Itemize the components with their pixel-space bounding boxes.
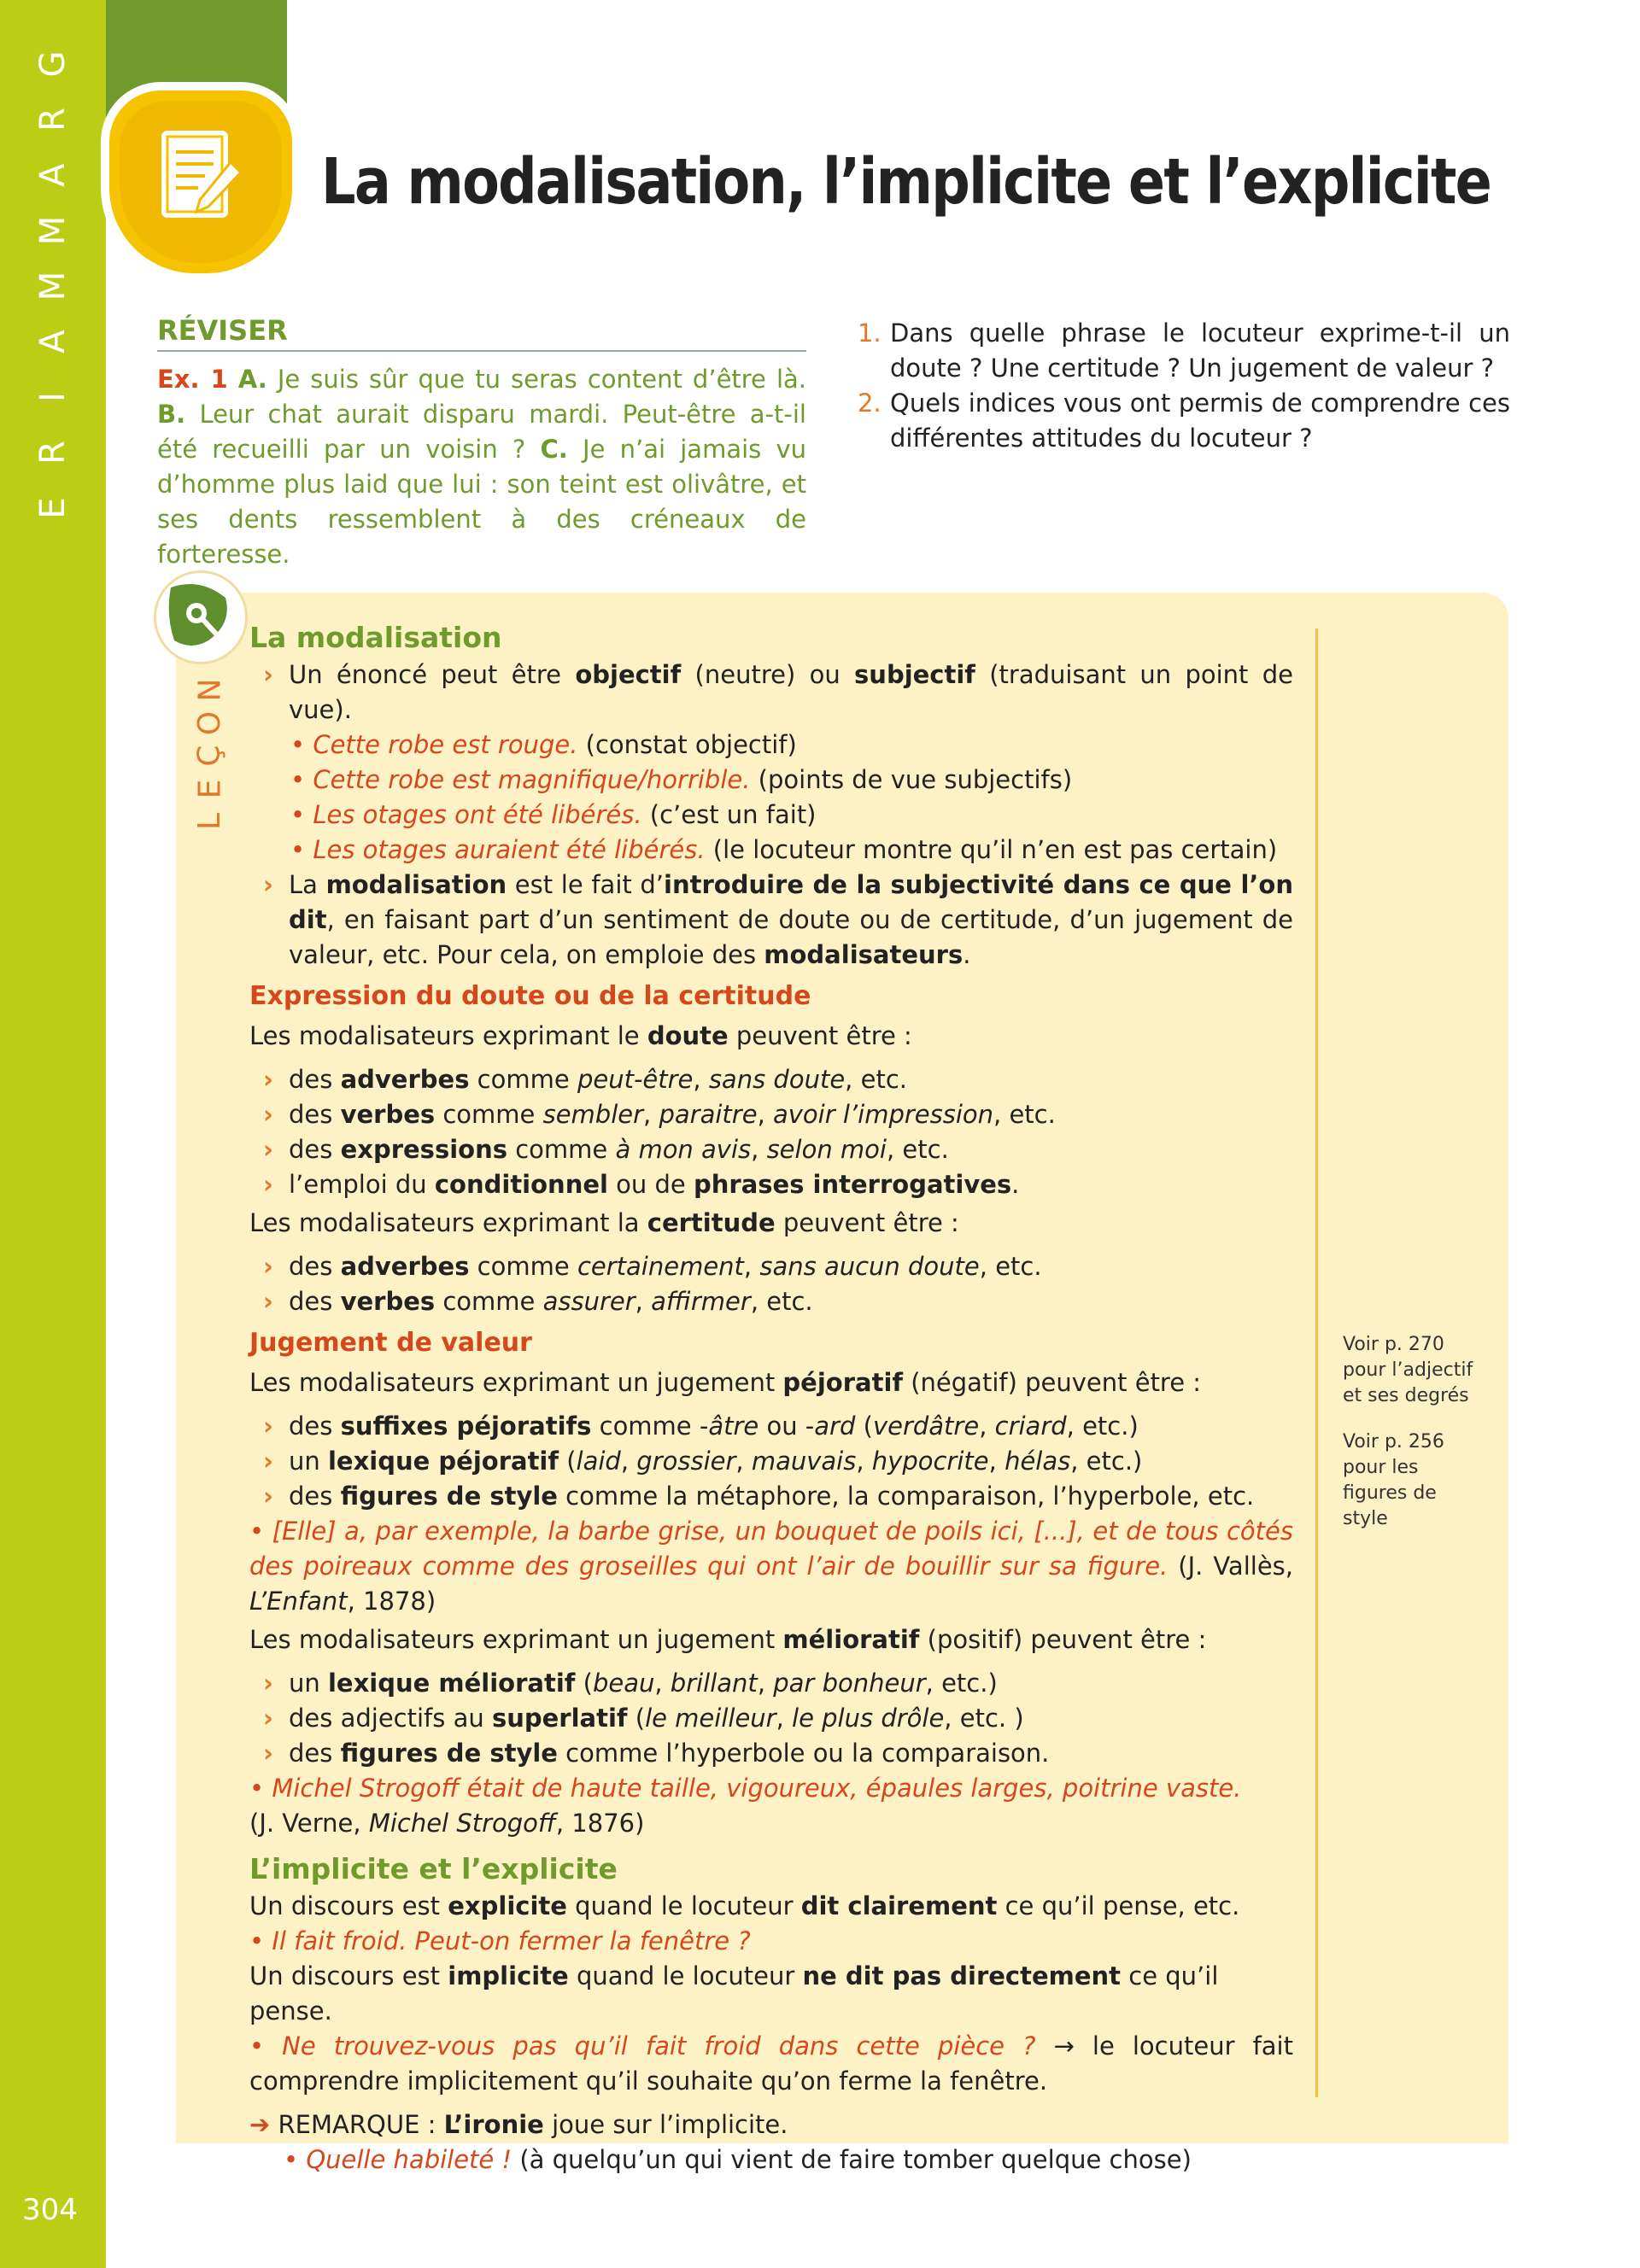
list-item: [249, 1167, 1293, 1202]
chevron-icon: ›: [263, 1447, 273, 1476]
example-note: (points de vue subjectifs): [750, 765, 1073, 794]
chevron-icon: ›: [263, 1412, 273, 1441]
keyword: figures de style: [340, 1739, 558, 1768]
margin-notes: [1343, 1332, 1479, 1552]
text: des: [289, 1100, 341, 1129]
keyword: dit clairement: [800, 1891, 998, 1920]
sidebar-letter: R: [33, 108, 73, 132]
text: ,: [776, 1704, 793, 1733]
keyword: verbes: [340, 1287, 436, 1316]
question-item: [858, 316, 1510, 386]
text: (: [559, 1447, 577, 1476]
text: des: [289, 1252, 341, 1281]
chevron-icon: ›: [263, 1100, 273, 1129]
list-item: [249, 1666, 1293, 1701]
text: , en faisant part d’un sentiment de doute ou de certitude, d’un jugement de valeur, etc. Pour cela, on emploie des: [289, 905, 1293, 969]
keyword: modalisateurs: [764, 940, 964, 969]
text: .: [963, 940, 971, 969]
example-text: Les otages auraient été libérés.: [313, 835, 706, 864]
keyword: objectif: [575, 660, 682, 689]
text: ,: [979, 1412, 995, 1441]
keyword: lexique mélioratif: [327, 1669, 576, 1698]
chevron-icon: ›: [263, 1252, 273, 1281]
text: , etc.: [750, 1287, 813, 1316]
text: (neutre) ou: [681, 660, 855, 689]
sidebar-letter: G: [33, 50, 73, 78]
list-item: [249, 1132, 1293, 1167]
text: Les modalisateurs exprimant le: [249, 1021, 647, 1050]
question-text: Quels indices vous ont permis de comprendre ces différentes attitudes du locuteur ?: [890, 389, 1510, 453]
text: (: [855, 1412, 873, 1441]
text: quand le locuteur: [566, 1891, 801, 1920]
section-heading: L’implicite et l’explicite: [249, 1852, 618, 1885]
keyword: modalisation: [325, 870, 507, 899]
example-note: (constat objectif): [577, 730, 797, 759]
example-item: • Les otages ont été libérés. (c’est un fait): [290, 800, 817, 829]
citation: , 1876): [555, 1809, 645, 1838]
example-text: Cette robe est rouge.: [313, 730, 578, 759]
list-item: [249, 1249, 1293, 1284]
text: (traduisant un point de vue).: [289, 660, 1293, 724]
chevron-icon: ›: [263, 1669, 273, 1698]
sentence-text: Je n’ai jamais vu d’homme plus laid que lui : son teint est olivâtre, et ses dents ressemblent à des créneaux de forteresse.: [157, 435, 806, 569]
sentence-label: C.: [540, 435, 568, 464]
text: comme: [507, 1135, 616, 1164]
keyword: lexique péjoratif: [327, 1447, 559, 1476]
sidebar-title: [0, 47, 106, 525]
sidebar-letter: M: [33, 215, 73, 246]
text: La: [289, 870, 326, 899]
margin-divider: [1315, 628, 1318, 2097]
paragraph: [249, 1206, 1293, 1241]
example-text: Les otages ont été libérés.: [313, 800, 642, 829]
sidebar-letter: R: [33, 441, 73, 465]
text: ,: [735, 1447, 752, 1476]
text: ce qu’il pense.: [249, 1961, 1219, 2025]
lesson-letter: Ç: [191, 745, 227, 767]
italic-term: laid: [576, 1447, 621, 1476]
text: un: [289, 1669, 328, 1698]
text: le locuteur fait comprendre implicitement qu’il souhaite qu’on ferme la fenêtre.: [249, 2031, 1293, 2096]
italic-term: peut-être: [577, 1065, 694, 1094]
sidebar-letter: M: [33, 271, 73, 301]
text: des: [289, 1065, 341, 1094]
citation: , 1878): [347, 1587, 436, 1616]
chevron-icon: ›: [263, 1170, 273, 1199]
text: l’emploi du: [289, 1170, 435, 1199]
margin-note: Voir p. 256 pour les figures de style: [1343, 1431, 1444, 1529]
text: un: [289, 1447, 328, 1476]
italic-term: affirmer: [651, 1287, 751, 1316]
paragraph: [249, 1019, 1293, 1054]
text: (positif) peuvent être :: [919, 1625, 1207, 1654]
keyword: figures de style: [340, 1482, 558, 1511]
text: , etc.: [845, 1065, 907, 1094]
example-text: • Il fait froid. Peut-on fermer la fenêtre ?: [249, 1926, 751, 1955]
paragraph: [249, 1365, 1293, 1400]
subsection-heading: Expression du doute ou de la certitude: [249, 981, 811, 1011]
keyword: adverbes: [340, 1065, 470, 1094]
list-item: [249, 1284, 1293, 1319]
bullet-dot: •: [249, 1774, 265, 1803]
keyword: suffixes péjoratifs: [340, 1412, 592, 1441]
citation: (J. Vallès,: [1168, 1552, 1293, 1581]
arrow-icon: ➔: [249, 2110, 271, 2139]
quotation: [249, 1514, 1293, 1619]
italic-term: par bonheur: [773, 1669, 926, 1698]
text: comme: [469, 1252, 577, 1281]
text: ,: [643, 1100, 659, 1129]
text: Un discours est: [249, 1891, 448, 1920]
example-text: • Quelle habileté !: [284, 2145, 512, 2174]
italic-term: sans doute: [708, 1065, 846, 1094]
text: des: [289, 1739, 341, 1768]
chevron-icon: ›: [263, 1739, 273, 1768]
sidebar-letter: A: [33, 330, 73, 354]
sentence-text: Leur chat aurait disparu mardi. Peut-être a-t-il été recueilli par un voisin ?: [157, 400, 806, 464]
keyword: superlatif: [491, 1704, 628, 1733]
list-item: [249, 1444, 1293, 1479]
lesson-content: [249, 618, 1293, 2177]
italic-term: avoir l’impression: [773, 1100, 994, 1129]
arrow-icon: →: [1035, 2031, 1092, 2060]
paragraph: [249, 1622, 1293, 1657]
question-item: [858, 386, 1510, 456]
example-text: Cette robe est magnifique/horrible.: [313, 765, 751, 794]
sentence-label: B.: [157, 400, 186, 429]
margin-note: Voir p. 270 pour l’adjectif et ses degrés: [1343, 1334, 1473, 1406]
keyword: L’ironie: [443, 2110, 544, 2139]
text: (: [575, 1669, 593, 1698]
text: Les modalisateurs exprimant un jugement: [249, 1368, 783, 1397]
document-pencil-icon: [155, 128, 249, 231]
chevron-icon: ›: [263, 1704, 273, 1733]
text: comme: [469, 1065, 577, 1094]
text: ,: [635, 1287, 652, 1316]
text: peuvent être :: [775, 1208, 959, 1237]
keyword: mélioratif: [782, 1625, 920, 1654]
text: (à quelqu’un qui vient de faire tomber quelque chose): [512, 2145, 1192, 2174]
keyword: adverbes: [340, 1252, 470, 1281]
example-text: • Ne trouvez-vous pas qu’il fait froid dans cette pièce ?: [249, 2031, 1036, 2060]
example-item: • Cette robe est magnifique/horrible. (points de vue subjectifs): [290, 765, 1073, 794]
reviser-heading: RÉVISER: [157, 314, 806, 352]
section-heading: La modalisation: [249, 621, 502, 654]
example-note: (c’est un fait): [641, 800, 817, 829]
text: peuvent être :: [728, 1021, 912, 1050]
subsection-heading: Jugement de valeur: [249, 1328, 532, 1358]
sidebar: [0, 0, 106, 2268]
question-number: 1.: [858, 319, 882, 348]
text: ,: [751, 1135, 767, 1164]
keyword: péjoratif: [782, 1368, 904, 1397]
text: ,: [757, 1669, 774, 1698]
text: des: [289, 1287, 341, 1316]
text: , etc.: [993, 1100, 1056, 1129]
lesson-letter: L: [192, 812, 227, 831]
lesson-letter: O: [192, 710, 227, 735]
italic-term: certainement: [577, 1252, 744, 1281]
question-number: 2.: [858, 389, 882, 418]
citation-line: [249, 1806, 1293, 1841]
text: est le fait d’: [507, 870, 665, 899]
quotation-text: [Elle] a, par exemple, la barbe grise, un bouquet de poils ici, [...], et de tous côtés des poireaux comme des groseilles qui ont l’air de bouillir sur sa figure.: [249, 1517, 1293, 1581]
keyword: conditionnel: [434, 1170, 608, 1199]
citation: (J. Verne,: [249, 1809, 369, 1838]
keyword: explicite: [448, 1891, 567, 1920]
text: , etc.): [1070, 1447, 1143, 1476]
text: , etc.: [886, 1135, 949, 1164]
chevron-icon: ›: [263, 1065, 273, 1094]
text: ou -: [758, 1412, 815, 1441]
page-title: La modalisation, l’implicite et l’explicite: [321, 145, 1491, 219]
chevron-icon: ›: [263, 870, 273, 899]
lesson-letter: E: [192, 779, 227, 798]
remark: [249, 2107, 1293, 2142]
text: comme: [435, 1287, 543, 1316]
text: comme la métaphore, la comparaison, l’hyperbole, etc.: [557, 1482, 1255, 1511]
text: ce qu’il pense, etc.: [997, 1891, 1240, 1920]
keyword: introduire de la subjectivité dans ce que l’on dit: [289, 870, 1294, 934]
text: ou de: [607, 1170, 694, 1199]
remark-label: REMARQUE :: [270, 2110, 444, 2139]
chevron-icon: ›: [263, 660, 273, 689]
text: joue sur l’implicite.: [543, 2110, 788, 2139]
list-item: [249, 1701, 1293, 1736]
text: Les modalisateurs exprimant un jugement: [249, 1625, 783, 1654]
text: ,: [620, 1447, 637, 1476]
bullet-dot: •: [249, 1517, 265, 1546]
keyword: ne dit pas directement: [802, 1961, 1122, 1990]
text: comme l’hyperbole ou la comparaison.: [557, 1739, 1050, 1768]
chevron-icon: ›: [263, 1135, 273, 1164]
italic-term: paraitre: [659, 1100, 758, 1129]
italic-term: assurer: [542, 1287, 636, 1316]
citation-title: Michel Strogoff: [368, 1809, 556, 1838]
list-item: [249, 1736, 1293, 1771]
paragraph: [249, 1959, 1293, 2029]
sidebar-letter: I: [33, 392, 73, 402]
italic-term: brillant: [670, 1669, 758, 1698]
italic-term: sembler: [542, 1100, 644, 1129]
text: quand le locuteur: [568, 1961, 803, 1990]
sidebar-letter: A: [33, 163, 73, 187]
leaf-key-icon: [166, 581, 232, 651]
text: Un discours est: [249, 1961, 448, 1990]
text: comme: [435, 1100, 543, 1129]
lesson-letter: N: [192, 678, 227, 702]
text: Un énoncé peut être: [289, 660, 576, 689]
italic-term: le meilleur: [645, 1704, 776, 1733]
text: ,: [693, 1065, 709, 1094]
keyword: doute: [647, 1021, 729, 1050]
italic-term: selon moi: [766, 1135, 887, 1164]
text: des: [289, 1412, 341, 1441]
text: ,: [856, 1447, 872, 1476]
list-item: [249, 868, 1293, 973]
italic-term: criard: [994, 1412, 1067, 1441]
chevron-icon: ›: [263, 1287, 273, 1316]
example-paragraph: [249, 2029, 1293, 2099]
exercise-label: Ex. 1: [157, 365, 228, 394]
text: , etc.: [979, 1252, 1042, 1281]
list-item: [249, 1062, 1293, 1097]
list-item: [249, 1097, 1293, 1132]
quotation-text: Michel Strogoff était de haute taille, vigoureux, épaules larges, poitrine vaste.: [264, 1774, 1242, 1803]
italic-term: beau: [592, 1669, 655, 1698]
text: , etc.): [1066, 1412, 1139, 1441]
text: des: [289, 1482, 341, 1511]
sentence-label: A.: [237, 365, 267, 394]
italic-term: sans aucun doute: [759, 1252, 980, 1281]
text: des adjectifs au: [289, 1704, 492, 1733]
remark-example: [249, 2142, 1293, 2177]
page-number: 304: [22, 2193, 78, 2227]
reviser-text: [157, 362, 806, 572]
list-item: [249, 658, 1293, 728]
keyword: certitude: [647, 1208, 776, 1237]
italic-term: hypocrite: [871, 1447, 989, 1476]
italic-term: le plus drôle: [792, 1704, 945, 1733]
questions-list: [858, 316, 1510, 456]
keyword: expressions: [340, 1135, 507, 1164]
text: .: [1011, 1170, 1020, 1199]
chevron-icon: ›: [263, 1482, 273, 1511]
text: (: [627, 1704, 646, 1733]
text: ,: [988, 1447, 1005, 1476]
sidebar-letter: E: [33, 497, 73, 519]
list-item: [249, 1479, 1293, 1514]
text: Les modalisateurs exprimant la: [249, 1208, 647, 1237]
italic-term: verdâtre: [872, 1412, 980, 1441]
text: , etc. ): [944, 1704, 1024, 1733]
lesson-side-label: [193, 675, 227, 837]
example-item: • Cette robe est rouge. (constat objectif): [290, 730, 797, 759]
text: , etc.): [925, 1669, 998, 1698]
keyword: subjectif: [854, 660, 975, 689]
citation-title: L’Enfant: [249, 1587, 348, 1616]
example-item: • Les otages auraient été libérés. (le locuteur montre qu’il n’en est pas certain): [290, 835, 1278, 864]
list-item: [249, 1409, 1293, 1444]
italic-term: ard: [814, 1412, 856, 1441]
reviser-section: [157, 314, 806, 572]
text: ,: [757, 1100, 773, 1129]
text: (négatif) peuvent être :: [903, 1368, 1202, 1397]
text: ,: [654, 1669, 671, 1698]
keyword: phrases interrogatives: [693, 1170, 1012, 1199]
italic-term: mauvais: [751, 1447, 857, 1476]
sentence-text: Je suis sûr que tu seras content d’être là.: [277, 365, 807, 394]
text: des: [289, 1135, 341, 1164]
keyword: verbes: [340, 1100, 436, 1129]
keyword: implicite: [448, 1961, 569, 1990]
example-note: (le locuteur montre qu’il n’en est pas certain): [705, 835, 1278, 864]
text: comme -: [591, 1412, 709, 1441]
italic-term: âtre: [708, 1412, 759, 1441]
text: ,: [743, 1252, 760, 1281]
question-text: Dans quelle phrase le locuteur exprime-t-il un doute ? Une certitude ? Un jugement de valeur ?: [890, 319, 1510, 383]
paragraph: [249, 1889, 1293, 1924]
quotation: [249, 1771, 1293, 1806]
italic-term: à mon avis: [615, 1135, 752, 1164]
italic-term: grossier: [636, 1447, 736, 1476]
italic-term: hélas: [1004, 1447, 1071, 1476]
